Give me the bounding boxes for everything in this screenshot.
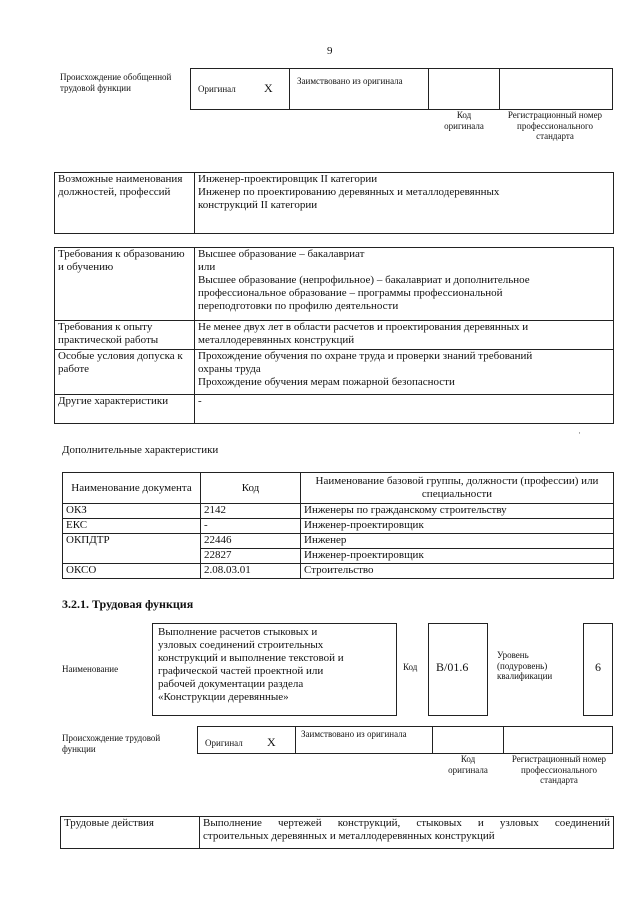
cell-name: Инженер-проектировщик bbox=[301, 549, 614, 564]
function-level-box bbox=[583, 623, 613, 716]
top-original-label: Оригинал bbox=[198, 84, 236, 94]
header-document: Наименование документа bbox=[63, 473, 201, 504]
cell-code: 22446 bbox=[201, 534, 301, 549]
bottom-code-caption: Код оригинала bbox=[448, 754, 488, 775]
positions-table bbox=[54, 172, 614, 234]
cell-name: Инженер bbox=[301, 534, 614, 549]
cell-doc: ОКЗ bbox=[63, 504, 201, 519]
top-original-mark: X bbox=[264, 81, 273, 95]
positions-label: Возможные наименования должностей, профессий bbox=[55, 173, 195, 234]
cell-name: Инженеры по гражданскому строительству bbox=[301, 504, 614, 519]
table-row bbox=[55, 350, 614, 395]
bottom-reg-caption: Регистрационный номер профессионального стандарта bbox=[511, 754, 607, 785]
table-row bbox=[55, 248, 614, 321]
bottom-borrowed-label: Заимствовано из оригинала bbox=[301, 729, 407, 739]
top-origin-label: Происхождение обобщенной трудовой функции bbox=[60, 72, 172, 93]
req-education-label: Требования к образованию и обучению bbox=[55, 248, 195, 321]
table-row bbox=[63, 564, 614, 579]
req-experience-label: Требования к опыту практической работы bbox=[55, 321, 195, 350]
function-code-label: Код bbox=[403, 662, 418, 672]
requirements-table bbox=[54, 247, 614, 424]
top-borrowed-label: Заимствовано из оригинала bbox=[297, 76, 403, 86]
table-row bbox=[63, 534, 614, 549]
req-experience-value: Не менее двух лет в области расчетов и проектирования деревянных и металлодеревянных конструкций bbox=[195, 321, 614, 350]
table-row bbox=[61, 817, 614, 849]
function-name-label: Наименование bbox=[62, 664, 119, 674]
cell-code: - bbox=[201, 519, 301, 534]
cell-name: Строительство bbox=[301, 564, 614, 579]
labor-actions-table bbox=[60, 816, 614, 849]
cell-doc: ЕКС bbox=[63, 519, 201, 534]
cell-code: 2142 bbox=[201, 504, 301, 519]
top-reg-caption: Регистрационный номер профессионального стандарта bbox=[507, 110, 603, 141]
function-code-box bbox=[428, 623, 488, 716]
function-level-label: Уровень (подуровень) квалификации bbox=[497, 650, 553, 681]
characteristics-table bbox=[62, 472, 614, 579]
req-other-label: Другие характеристики bbox=[55, 395, 195, 424]
table-row bbox=[63, 504, 614, 519]
req-admission-label: Особые условия допуска к работе bbox=[55, 350, 195, 395]
positions-value: Инженер-проектировщик II категории Инженер по проектированию деревянных и металлодеревянных конструкций II категории bbox=[195, 173, 614, 234]
function-name-box: Выполнение расчетов стыковых и узловых соединений строительных конструкций и выполнение текстовой и графической частей проектной или рабочей документации раздела «Конструкции деревянные» bbox=[152, 623, 397, 716]
additional-heading: Дополнительные характеристики bbox=[62, 444, 219, 456]
table-row bbox=[55, 395, 614, 424]
labor-actions-value: Выполнение чертежей конструкций, стыковых и узловых соединений строительных деревянных и металлодеревянных конструкций bbox=[200, 817, 614, 849]
bottom-original-mark: X bbox=[267, 735, 276, 749]
bottom-origin-label: Происхождение трудовой функции bbox=[62, 733, 161, 754]
cell-name: Инженер-проектировщик bbox=[301, 519, 614, 534]
req-education-value: Высшее образование – бакалавриат или Высшее образование (непрофильное) – бакалавриат и дополнительное профессиональное образование – программы профессиональной переподготовки по профилю деятельности bbox=[195, 248, 614, 321]
page-number: 9 bbox=[327, 45, 333, 57]
req-admission-value: Прохождение обучения по охране труда и проверки знаний требований охраны труда Прохождение обучения мерам пожарной безопасности bbox=[195, 350, 614, 395]
top-origin-box bbox=[190, 68, 613, 110]
header-code: Код bbox=[201, 473, 301, 504]
req-other-value: - bbox=[195, 395, 614, 424]
function-code-value: В/01.6 bbox=[436, 660, 469, 674]
header-name: Наименование базовой группы, должности (профессии) или специальности bbox=[301, 473, 614, 504]
cell-code: 2.08.03.01 bbox=[201, 564, 301, 579]
table-row bbox=[63, 519, 614, 534]
function-level-value: 6 bbox=[595, 660, 601, 674]
bottom-original-label: Оригинал bbox=[205, 738, 243, 748]
cell-doc: ОКСО bbox=[63, 564, 201, 579]
cell-doc: ОКПДТР bbox=[63, 534, 201, 564]
cell-code: 22827 bbox=[201, 549, 301, 564]
top-code-caption: Код оригинала bbox=[444, 110, 484, 131]
section-title: 3.2.1. Трудовая функция bbox=[62, 597, 194, 611]
table-row bbox=[55, 321, 614, 350]
labor-actions-label: Трудовые действия bbox=[61, 817, 200, 849]
